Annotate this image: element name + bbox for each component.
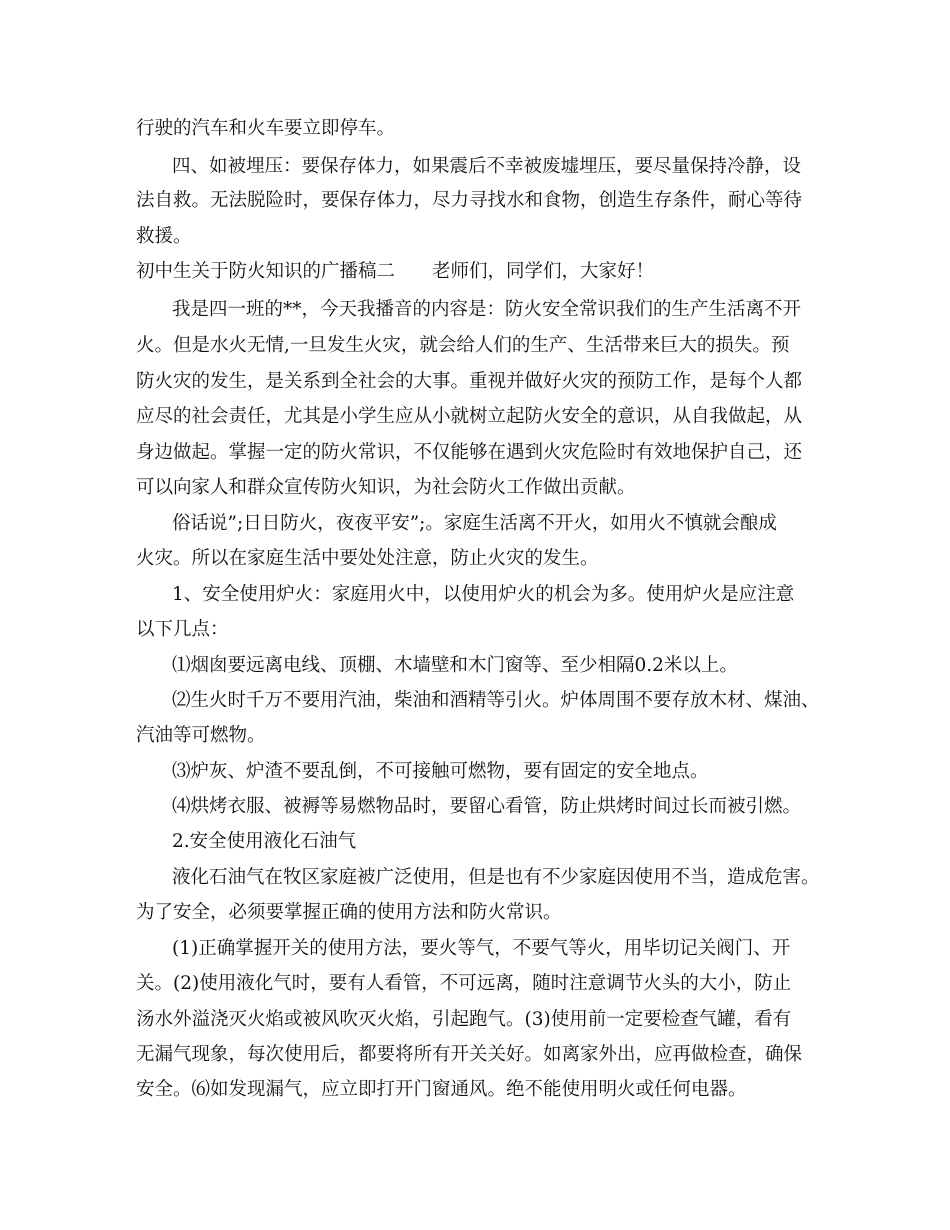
text-line-1: 行驶的汽车和火车要立即停车。 [136,118,396,139]
text-line-15: 以下几点： [136,619,229,640]
text-line-17: ⑵生火时千万不要用汽油，柴油和酒精等引火。炉体周围不要存放木材、煤油、 [172,690,820,711]
text-line-16: ⑴烟囱要远离电线、顶棚、木墙壁和木门窗等、至少相隔0.2米以上。 [172,655,738,676]
text-line-18: 汽油等可燃物。 [136,725,266,746]
text-line-27: 无漏气现象，每次使用后，都要将所有开关关好。如离家外出，应再做检查，确保 [136,1044,803,1065]
text-line-20: ⑷烘烤衣服、被褥等易燃物品时，要留心看管，防止烘烤时间过长而被引燃。 [172,796,802,817]
text-line-2: 四、如被埋压：要保存体力，如果震后不幸被废墟埋压，要尽量保持冷静，设 [172,156,802,177]
text-line-12: 俗话说”;日日防火，夜夜平安”;。家庭生活离不开火，如用火不慎就会酿成 [172,513,777,534]
text-line-22: 液化石油气在牧区家庭被广泛使用，但是也有不少家庭因使用不当，造成危害。 [172,867,820,888]
text-line-24: (1)正确掌握开关的使用方法，要火等气，不要气等火，用毕切记关阀门、开 [172,938,791,959]
text-line-7: 火。但是水火无情,一旦发生火灾，就会给人们的生产、生活带来巨大的损失。预 [136,335,790,356]
text-line-3: 法自救。无法脱险时，要保存体力，尽力寻找水和食物，创造生存条件，耐心等待 [136,190,803,211]
text-line-13: 火灾。所以在家庭生活中要处处注意，防止火灾的发生。 [136,548,599,569]
text-line-10: 身边做起。掌握一定的防火常识，不仅能够在遇到火灾危险时有效地保护自己，还 [136,442,803,463]
text-line-19: ⑶炉灰、炉渣不要乱倒，不可接触可燃物，要有固定的安全地点。 [172,761,709,782]
text-line-9: 应尽的社会责任，尤其是小学生应从小就树立起防火安全的意识，从自我做起，从 [136,406,803,427]
text-line-21: 2.安全使用液化石油气 [172,831,357,852]
text-line-6: 我是四一班的**，今天我播音的内容是：防火安全常识我们的生产生活离不开 [172,299,802,320]
text-line-11: 可以向家人和群众宣传防火知识，为社会防火工作做出贡献。 [136,477,636,498]
text-line-14: 1、安全使用炉火：家庭用火中，以使用炉火的机会为多。使用炉火是应注意 [172,584,795,605]
text-line-8: 防火灾的发生，是关系到全社会的大事。重视并做好火灾的预防工作，是每个人都 [136,371,803,392]
text-line-23: 为了安全，必须要掌握正确的使用方法和防火常识。 [136,902,562,923]
text-line-25: 关。(2)使用液化气时，要有人看管，不可远离，随时注意调节火头的大小，防止 [136,973,792,994]
section-heading-broadcast-2: 初中生关于防火知识的广播稿二 老师们，同学们，大家好！ [136,261,655,282]
text-line-28: 安全。⑹如发现漏气，应立即打开门窗通风。绝不能使用明火或任何电器。 [136,1079,747,1100]
text-line-4: 救援。 [136,226,192,247]
text-line-26: 汤水外溢浇灭火焰或被风吹灭火焰，引起跑气。(3)使用前一定要检查气罐，看有 [136,1009,792,1030]
